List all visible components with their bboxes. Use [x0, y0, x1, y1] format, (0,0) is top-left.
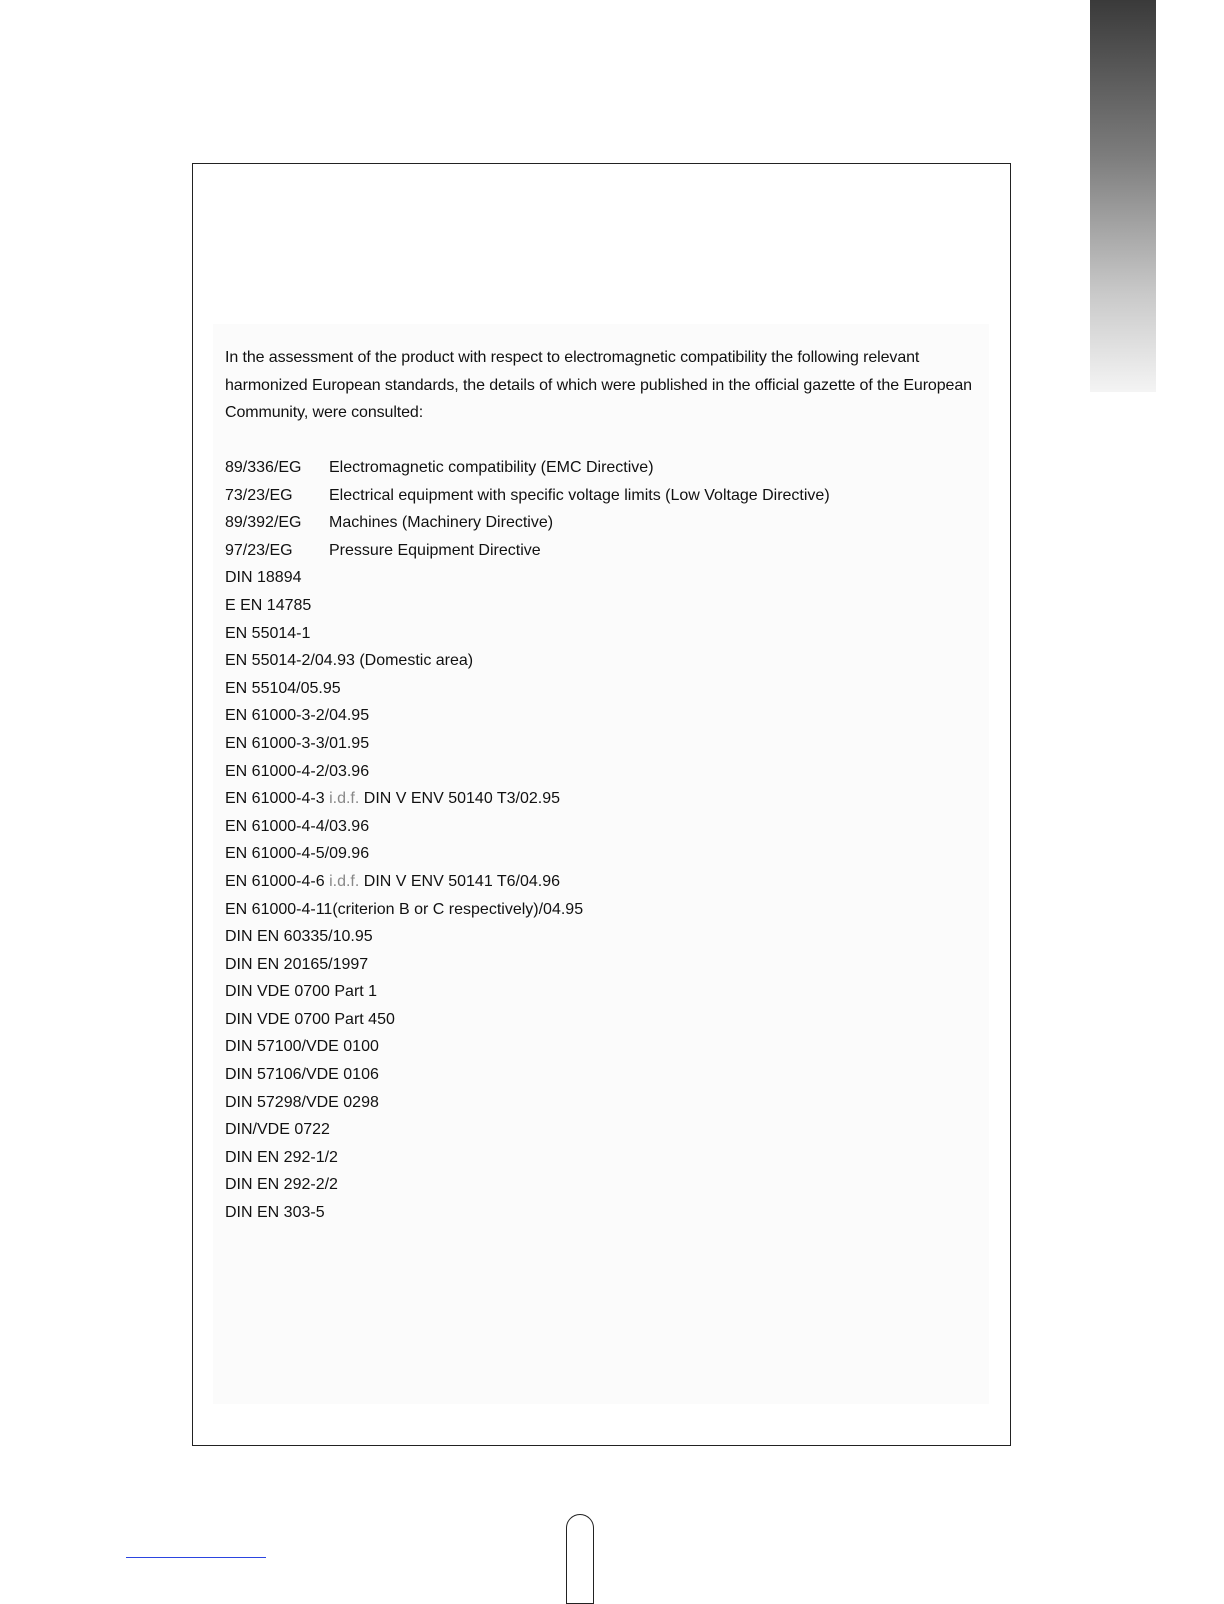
standard-item: [225, 1199, 830, 1227]
standard-text: DIN EN 20165/1997: [225, 955, 369, 973]
directive-item: [225, 537, 830, 565]
standard-item: [225, 1171, 830, 1199]
standard-text: EN 61000-3-3/01.95: [225, 734, 370, 752]
directive-description: Electrical equipment with specific voltage limits (Low Voltage Directive): [329, 486, 830, 504]
intro-paragraph: In the assessment of the product with respect to electromagnetic compatibility the following relevant harmonized European standards, the details of which were published in the official gazette of the European Community, were consulted:: [225, 349, 972, 421]
directive-code: 73/23/EG: [225, 486, 293, 504]
standard-item: [225, 785, 830, 813]
standard-item: [225, 868, 830, 896]
standard-item: [225, 592, 830, 620]
standard-item: [225, 840, 830, 868]
directive-item: [225, 454, 830, 482]
standard-text: DIN 18894: [225, 569, 302, 587]
standard-text: EN 55014-1: [225, 624, 311, 642]
standard-item: [225, 564, 830, 592]
footer-link-underline: [126, 1557, 266, 1558]
standard-item: [225, 923, 830, 951]
standard-text: DIN VDE 0700 Part 1: [225, 983, 378, 1001]
standard-text: DIN EN 303-5: [225, 1204, 325, 1222]
standard-item: [225, 978, 830, 1006]
standard-text: EN 61000-4-11(criterion B or C respectively)/04.95: [225, 900, 584, 918]
directive-code: 89/336/EG: [225, 459, 302, 476]
standard-equivalent: DIN V ENV 50140 T3/02.95: [363, 790, 561, 808]
standard-text: DIN EN 292-2/2: [225, 1176, 338, 1194]
directive-item: [225, 482, 830, 510]
standard-text: DIN EN 292-1/2: [225, 1148, 338, 1166]
standard-item: [225, 758, 830, 786]
standard-item: [225, 813, 830, 841]
standard-item: [225, 1033, 830, 1061]
standard-text: EN 61000-4-5/09.96: [225, 845, 370, 863]
standard-text: EN 55014-2/04.93 (Domestic area): [225, 652, 474, 670]
standard-text: EN 61000-4-4/03.96: [225, 817, 370, 835]
directive-item: [225, 509, 830, 537]
standard-item: [225, 730, 830, 758]
standard-note: i.d.f.: [329, 790, 360, 808]
standards-list: [225, 454, 830, 1227]
standard-item: [225, 1006, 830, 1034]
standard-item: [225, 1144, 830, 1172]
directive-description: Electromagnetic compatibility (EMC Directive): [329, 459, 654, 476]
standard-item: [225, 1116, 830, 1144]
side-section-tab: [1090, 0, 1156, 392]
standard-item: [225, 896, 830, 924]
standard-item: [225, 647, 830, 675]
directive-code: 97/23/EG: [225, 541, 293, 559]
document-frame: [192, 163, 1011, 1446]
standard-item: [225, 1061, 830, 1089]
standard-text: EN 61000-4-3: [225, 790, 325, 808]
standard-text: DIN 57106/VDE 0106: [225, 1066, 379, 1084]
page-number-tab: [566, 1514, 594, 1604]
standard-text: EN 61000-3-2/04.95: [225, 707, 370, 725]
standard-item: [225, 620, 830, 648]
standard-text: DIN EN 60335/10.95: [225, 928, 373, 946]
standard-text: EN 55104/05.95: [225, 679, 341, 697]
standard-equivalent: DIN V ENV 50141 T6/04.96: [363, 872, 561, 890]
standard-text: E EN 14785: [225, 596, 312, 614]
directive-description: Pressure Equipment Directive: [329, 541, 541, 559]
standard-text: EN 61000-4-2/03.96: [225, 762, 370, 780]
directive-description: Machines (Machinery Directive): [329, 514, 554, 532]
standard-text: DIN/VDE 0722: [225, 1121, 330, 1139]
standard-note: i.d.f.: [329, 872, 360, 890]
standard-text: EN 61000-4-6: [225, 872, 325, 890]
standard-text: DIN VDE 0700 Part 450: [225, 1010, 395, 1028]
directive-code: 89/392/EG: [225, 514, 302, 532]
standard-item: [225, 951, 830, 979]
standard-item: [225, 675, 830, 703]
standard-item: [225, 1089, 830, 1117]
standard-text: DIN 57298/VDE 0298: [225, 1093, 379, 1111]
standard-text: DIN 57100/VDE 0100: [225, 1038, 379, 1056]
standard-item: [225, 702, 830, 730]
